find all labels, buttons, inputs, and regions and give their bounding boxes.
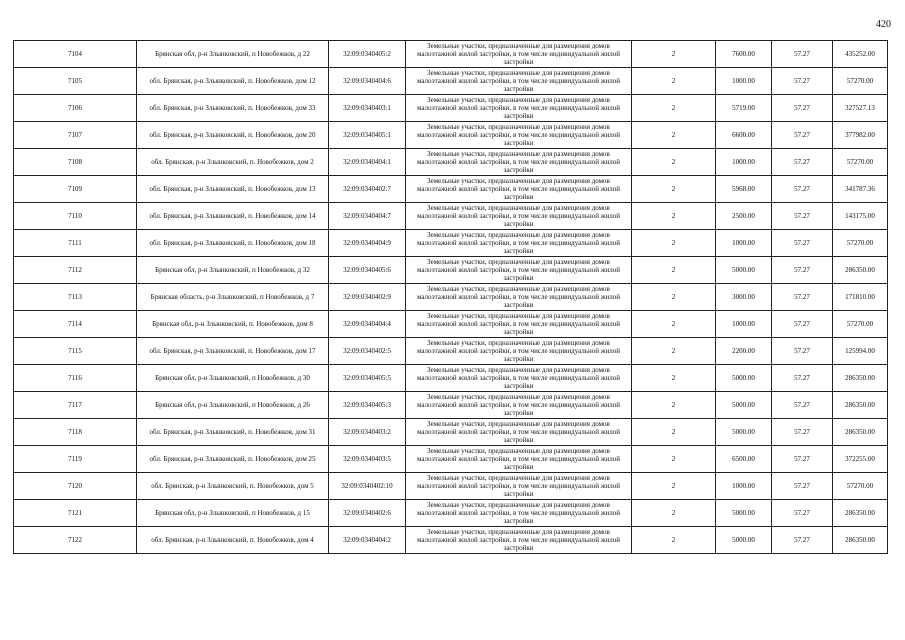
cadastral-number-cell: 32:09:0340404:1 [329, 149, 406, 176]
cadastral-number-cell: 32:09:0340404:2 [329, 527, 406, 554]
category-cell: 2 [632, 203, 716, 230]
cadastral-value-cell: 341787.36 [833, 176, 888, 203]
cadastral-number-cell: 32:09:0340402:6 [329, 500, 406, 527]
row-number: 7112 [14, 257, 137, 284]
address-cell: обл. Брянская, р-н Злынковский, п. Новобежков, дом 4 [137, 527, 329, 554]
table-row [14, 176, 888, 203]
address-cell: обл. Брянская, р-н Злынковский, п. Новобежков, дом 5 [137, 473, 329, 500]
land-purpose-cell: Земельные участки, предназначенные для размещения домов малоэтажной жилой застройки, в том числе индивидуальной жилой застройки [406, 284, 632, 311]
cadastral-number-cell: 32:09:0340403:5 [329, 446, 406, 473]
land-purpose-cell: Земельные участки, предназначенные для размещения домов малоэтажной жилой застройки, в том числе индивидуальной жилой застройки [406, 68, 632, 95]
row-number: 7120 [14, 473, 137, 500]
cadastral-value-cell: 57270.00 [833, 473, 888, 500]
area-cell: 5000.00 [716, 392, 772, 419]
specific-value-cell: 57.27 [772, 527, 833, 554]
category-cell: 2 [632, 311, 716, 338]
land-purpose-cell: Земельные участки, предназначенные для размещения домов малоэтажной жилой застройки, в том числе индивидуальной жилой застройки [406, 392, 632, 419]
area-cell: 5719.00 [716, 95, 772, 122]
land-purpose-cell: Земельные участки, предназначенные для размещения домов малоэтажной жилой застройки, в том числе индивидуальной жилой застройки [406, 95, 632, 122]
table-row [14, 419, 888, 446]
land-registry-table [13, 40, 888, 554]
area-cell: 5968.00 [716, 176, 772, 203]
address-cell: обл. Брянская, р-н Злынковский, п. Новобежков, дом 25 [137, 446, 329, 473]
cadastral-value-cell: 327527.13 [833, 95, 888, 122]
cadastral-value-cell: 286350.00 [833, 392, 888, 419]
area-cell: 5000.00 [716, 419, 772, 446]
row-number: 7110 [14, 203, 137, 230]
specific-value-cell: 57.27 [772, 392, 833, 419]
address-cell: Брянская обл, р-н Злынковский, п Новобежков, д 30 [137, 365, 329, 392]
cadastral-value-cell: 286350.00 [833, 257, 888, 284]
cadastral-value-cell: 286350.00 [833, 500, 888, 527]
cadastral-value-cell: 372255.00 [833, 446, 888, 473]
cadastral-number-cell: 32:09:0340404:4 [329, 311, 406, 338]
category-cell: 2 [632, 257, 716, 284]
table-row [14, 149, 888, 176]
address-cell: Брянская область, р-н Злынковский, п Новобежков, д 7 [137, 284, 329, 311]
specific-value-cell: 57.27 [772, 176, 833, 203]
area-cell: 7600.00 [716, 41, 772, 68]
area-cell: 5000.00 [716, 257, 772, 284]
specific-value-cell: 57.27 [772, 68, 833, 95]
cadastral-number-cell: 32:09:0340402:9 [329, 284, 406, 311]
category-cell: 2 [632, 527, 716, 554]
category-cell: 2 [632, 446, 716, 473]
category-cell: 2 [632, 68, 716, 95]
table-row [14, 365, 888, 392]
address-cell: Брянская обл, р-н Злынковский, п. Новобежков, дом 8 [137, 311, 329, 338]
address-cell: обл. Брянская, р-н Злынковский, п. Новобежков, дом 31 [137, 419, 329, 446]
row-number: 7118 [14, 419, 137, 446]
area-cell: 5000.00 [716, 500, 772, 527]
table-row [14, 338, 888, 365]
cadastral-number-cell: 32:09:0340404:7 [329, 203, 406, 230]
row-number: 7113 [14, 284, 137, 311]
address-cell: обл. Брянская, р-н Злынковский, п. Новобежков, дом 2 [137, 149, 329, 176]
address-cell: Брянская обл, р-н Злынковский, п Новобежков, д 32 [137, 257, 329, 284]
page-number: 420 [876, 19, 891, 30]
land-purpose-cell: Земельные участки, предназначенные для размещения домов малоэтажной жилой застройки, в том числе индивидуальной жилой застройки [406, 176, 632, 203]
row-number: 7107 [14, 122, 137, 149]
address-cell: обл. Брянская, р-н Злынковский, п. Новобежков, дом 18 [137, 230, 329, 257]
table-row [14, 527, 888, 554]
land-purpose-cell: Земельные участки, предназначенные для размещения домов малоэтажной жилой застройки, в том числе индивидуальной жилой застройки [406, 203, 632, 230]
specific-value-cell: 57.27 [772, 230, 833, 257]
land-purpose-cell: Земельные участки, предназначенные для размещения домов малоэтажной жилой застройки, в том числе индивидуальной жилой застройки [406, 311, 632, 338]
cadastral-number-cell: 32:09:0340404:6 [329, 68, 406, 95]
cadastral-number-cell: 32:09:0340405:3 [329, 392, 406, 419]
row-number: 7115 [14, 338, 137, 365]
area-cell: 6500.00 [716, 446, 772, 473]
category-cell: 2 [632, 149, 716, 176]
area-cell: 2200.00 [716, 338, 772, 365]
cadastral-number-cell: 32:09:0340403:1 [329, 95, 406, 122]
table-row [14, 122, 888, 149]
table-row [14, 284, 888, 311]
area-cell: 6600.00 [716, 122, 772, 149]
cadastral-value-cell: 286350.00 [833, 365, 888, 392]
cadastral-value-cell: 286350.00 [833, 527, 888, 554]
table-row [14, 68, 888, 95]
row-number: 7104 [14, 41, 137, 68]
table-row [14, 95, 888, 122]
land-purpose-cell: Земельные участки, предназначенные для размещения домов малоэтажной жилой застройки, в том числе индивидуальной жилой застройки [406, 122, 632, 149]
cadastral-number-cell: 32:09:0340405:5 [329, 365, 406, 392]
cadastral-value-cell: 57270.00 [833, 68, 888, 95]
row-number: 7116 [14, 365, 137, 392]
area-cell: 1000.00 [716, 311, 772, 338]
specific-value-cell: 57.27 [772, 365, 833, 392]
cadastral-value-cell: 143175.00 [833, 203, 888, 230]
specific-value-cell: 57.27 [772, 473, 833, 500]
land-purpose-cell: Земельные участки, предназначенные для размещения домов малоэтажной жилой застройки, в том числе индивидуальной жилой застройки [406, 149, 632, 176]
table-row [14, 392, 888, 419]
land-purpose-cell: Земельные участки, предназначенные для размещения домов малоэтажной жилой застройки, в том числе индивидуальной жилой застройки [406, 446, 632, 473]
cadastral-value-cell: 435252.00 [833, 41, 888, 68]
cadastral-number-cell: 32:09:0340403:2 [329, 419, 406, 446]
category-cell: 2 [632, 41, 716, 68]
table-row [14, 311, 888, 338]
address-cell: обл. Брянская, р-н Злынковский, п. Новобежков, дом 17 [137, 338, 329, 365]
row-number: 7106 [14, 95, 137, 122]
area-cell: 2500.00 [716, 203, 772, 230]
category-cell: 2 [632, 500, 716, 527]
table-row [14, 203, 888, 230]
table-row [14, 473, 888, 500]
category-cell: 2 [632, 419, 716, 446]
land-purpose-cell: Земельные участки, предназначенные для размещения домов малоэтажной жилой застройки, в том числе индивидуальной жилой застройки [406, 230, 632, 257]
row-number: 7119 [14, 446, 137, 473]
specific-value-cell: 57.27 [772, 284, 833, 311]
category-cell: 2 [632, 95, 716, 122]
table-row [14, 500, 888, 527]
land-purpose-cell: Земельные участки, предназначенные для размещения домов малоэтажной жилой застройки, в том числе индивидуальной жилой застройки [406, 41, 632, 68]
cadastral-value-cell: 57270.00 [833, 230, 888, 257]
row-number: 7108 [14, 149, 137, 176]
land-purpose-cell: Земельные участки, предназначенные для размещения домов малоэтажной жилой застройки, в том числе индивидуальной жилой застройки [406, 365, 632, 392]
address-cell: обл. Брянская, р-н Злынковский, п. Новобежков, дом 20 [137, 122, 329, 149]
row-number: 7114 [14, 311, 137, 338]
area-cell: 1000.00 [716, 149, 772, 176]
specific-value-cell: 57.27 [772, 311, 833, 338]
area-cell: 5000.00 [716, 365, 772, 392]
row-number: 7122 [14, 527, 137, 554]
land-purpose-cell: Земельные участки, предназначенные для размещения домов малоэтажной жилой застройки, в том числе индивидуальной жилой застройки [406, 257, 632, 284]
cadastral-number-cell: 32:09:0340404:9 [329, 230, 406, 257]
specific-value-cell: 57.27 [772, 338, 833, 365]
category-cell: 2 [632, 122, 716, 149]
address-cell: обл. Брянская, р-н Злынковский, п. Новобежков, дом 12 [137, 68, 329, 95]
land-purpose-cell: Земельные участки, предназначенные для размещения домов малоэтажной жилой застройки, в том числе индивидуальной жилой застройки [406, 473, 632, 500]
area-cell: 3000.00 [716, 284, 772, 311]
land-purpose-cell: Земельные участки, предназначенные для размещения домов малоэтажной жилой застройки, в том числе индивидуальной жилой застройки [406, 527, 632, 554]
area-cell: 1000.00 [716, 230, 772, 257]
cadastral-value-cell: 125994.00 [833, 338, 888, 365]
land-purpose-cell: Земельные участки, предназначенные для размещения домов малоэтажной жилой застройки, в том числе индивидуальной жилой застройки [406, 500, 632, 527]
land-purpose-cell: Земельные участки, предназначенные для размещения домов малоэтажной жилой застройки, в том числе индивидуальной жилой застройки [406, 419, 632, 446]
specific-value-cell: 57.27 [772, 122, 833, 149]
cadastral-value-cell: 286350.00 [833, 419, 888, 446]
category-cell: 2 [632, 176, 716, 203]
cadastral-number-cell: 32:09:0340402:5 [329, 338, 406, 365]
category-cell: 2 [632, 392, 716, 419]
table-row [14, 257, 888, 284]
area-cell: 5000.00 [716, 527, 772, 554]
cadastral-value-cell: 57270.00 [833, 311, 888, 338]
table-row [14, 41, 888, 68]
address-cell: Брянская обл, р-н Злынковский, п Новобежков, д 15 [137, 500, 329, 527]
table-body [14, 41, 888, 554]
address-cell: обл. Брянская, р-н Злынковский, п. Новобежков, дом 14 [137, 203, 329, 230]
cadastral-value-cell: 377982.00 [833, 122, 888, 149]
category-cell: 2 [632, 284, 716, 311]
address-cell: обл. Брянская, р-н Злынковский, п. Новобежков, дом 13 [137, 176, 329, 203]
address-cell: Брянская обл, р-н Злынковский, п Новобежков, д 26 [137, 392, 329, 419]
area-cell: 1000.00 [716, 68, 772, 95]
specific-value-cell: 57.27 [772, 257, 833, 284]
cadastral-number-cell: 32:09:0340405:6 [329, 257, 406, 284]
table-row [14, 230, 888, 257]
specific-value-cell: 57.27 [772, 149, 833, 176]
specific-value-cell: 57.27 [772, 446, 833, 473]
row-number: 7111 [14, 230, 137, 257]
land-purpose-cell: Земельные участки, предназначенные для размещения домов малоэтажной жилой застройки, в том числе индивидуальной жилой застройки [406, 338, 632, 365]
specific-value-cell: 57.27 [772, 95, 833, 122]
category-cell: 2 [632, 365, 716, 392]
cadastral-number-cell: 32:09:0340402:10 [329, 473, 406, 500]
cadastral-number-cell: 32:09:0340405:1 [329, 122, 406, 149]
cadastral-value-cell: 57270.00 [833, 149, 888, 176]
specific-value-cell: 57.27 [772, 500, 833, 527]
specific-value-cell: 57.27 [772, 203, 833, 230]
cadastral-value-cell: 171810.00 [833, 284, 888, 311]
row-number: 7117 [14, 392, 137, 419]
table-row [14, 446, 888, 473]
specific-value-cell: 57.27 [772, 419, 833, 446]
category-cell: 2 [632, 230, 716, 257]
row-number: 7105 [14, 68, 137, 95]
address-cell: обл. Брянская, р-н Злынковский, п. Новобежков, дом 33 [137, 95, 329, 122]
row-number: 7109 [14, 176, 137, 203]
address-cell: Брянская обл, р-н Злынковский, п Новобежков, д 22 [137, 41, 329, 68]
area-cell: 1000.00 [716, 473, 772, 500]
cadastral-number-cell: 32:09:0340405:2 [329, 41, 406, 68]
cadastral-number-cell: 32:09:0340402:7 [329, 176, 406, 203]
row-number: 7121 [14, 500, 137, 527]
category-cell: 2 [632, 338, 716, 365]
category-cell: 2 [632, 473, 716, 500]
specific-value-cell: 57.27 [772, 41, 833, 68]
